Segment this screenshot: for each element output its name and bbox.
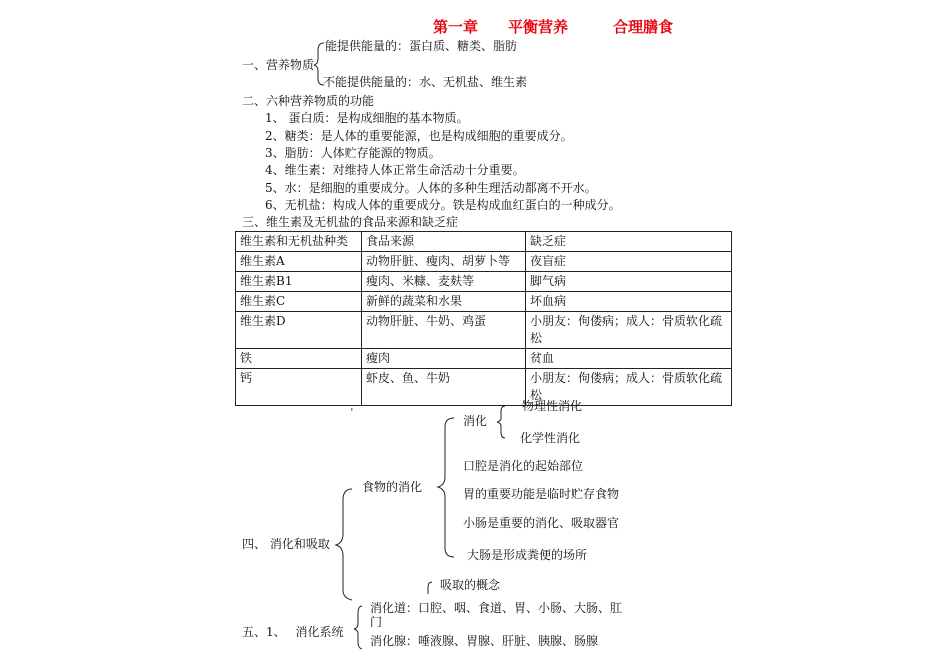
food-digestion-label: 食物的消化 xyxy=(362,480,423,494)
brace-icon xyxy=(354,606,362,649)
brace-icon xyxy=(438,418,454,557)
table-cell: 新鲜的蔬菜和水果 xyxy=(362,292,526,312)
table-cell: 维生素A xyxy=(236,252,362,272)
digestion-item: 口腔是消化的起始部位 xyxy=(463,459,584,473)
absorption-concept: 吸取的概念 xyxy=(440,578,501,592)
digestion-label: 消化 xyxy=(463,414,488,428)
table-cell: 动物肝脏、瘦肉、胡萝卜等 xyxy=(362,252,526,272)
digestive-tract: 消化道：口腔、咽、食道、胃、小肠、大肠、肛 xyxy=(370,601,623,615)
function-item: 4、维生素：对维持人体正常生命活动十分重要。 xyxy=(265,163,525,177)
section3-heading: 三、维生素及无机盐的食品来源和缺乏症 xyxy=(242,215,459,229)
table-cell: 钙 xyxy=(236,369,362,406)
table-cell: 虾皮、鱼、牛奶 xyxy=(362,369,526,406)
table-cell: 维生素C xyxy=(236,292,362,312)
digestion-item: 小肠是重要的消化、吸取器官 xyxy=(463,516,620,530)
table-cell: 维生素D xyxy=(236,312,362,349)
section4-label: 四、 消化和吸取 xyxy=(242,537,330,551)
function-item: 1、 蛋白质：是构成细胞的基本物质。 xyxy=(265,111,469,125)
brace-icon xyxy=(336,489,352,600)
brace-icon xyxy=(428,582,432,594)
table-cell: 瘦肉 xyxy=(362,349,526,369)
physical-digestion: 物理性消化 xyxy=(522,399,583,413)
chemical-digestion: 化学性消化 xyxy=(520,431,581,445)
table-cell: 小朋友：佝偻病；成人：骨质软化疏松 xyxy=(526,369,732,406)
table-header: 食品来源 xyxy=(362,232,526,252)
table-cell: 坏血病 xyxy=(526,292,732,312)
stray-mark xyxy=(351,408,353,411)
section1-energy: 能提供能量的：蛋白质、糖类、脂肪 xyxy=(325,39,518,53)
digestive-glands: 消化腺：唾液腺、胃腺、肝脏、胰腺、肠腺 xyxy=(370,634,599,648)
digestive-tract-cont: 门 xyxy=(370,615,383,629)
section1-label: 一、营养物质 xyxy=(242,58,315,72)
table-cell: 动物肝脏、牛奶、鸡蛋 xyxy=(362,312,526,349)
table-header: 维生素和无机盐种类 xyxy=(236,232,362,252)
table-cell: 瘦肉、米糠、麦麸等 xyxy=(362,272,526,292)
section2-heading: 二、六种营养物质的功能 xyxy=(242,94,375,108)
function-item: 6、无机盐：构成人体的重要成分。铁是构成血红蛋白的一种成分。 xyxy=(265,198,621,212)
table-cell: 维生素B1 xyxy=(236,272,362,292)
function-item: 3、脂肪：人体贮存能源的物质。 xyxy=(265,146,441,160)
section1-no-energy: 不能提供能量的：水、无机盐、维生素 xyxy=(323,75,528,89)
table-cell: 小朋友：佝偻病；成人：骨质软化疏松 xyxy=(526,312,732,349)
digestion-item: 大肠是形成粪便的场所 xyxy=(467,548,588,562)
table-cell: 脚气病 xyxy=(526,272,732,292)
function-item: 2、糖类：是人体的重要能源，也是构成细胞的重要成分。 xyxy=(265,129,573,143)
page-title: 第一章 平衡营养 合理膳食 xyxy=(433,18,674,36)
table-cell: 铁 xyxy=(236,349,362,369)
function-item: 5、水：是细胞的重要成分。人体的多种生理活动都离不开水。 xyxy=(265,181,597,195)
digestion-item: 胃的重要功能是临时贮存食物 xyxy=(463,487,620,501)
table-cell: 夜盲症 xyxy=(526,252,732,272)
brace-icon xyxy=(314,43,324,85)
table-cell: 贫血 xyxy=(526,349,732,369)
table-header: 缺乏症 xyxy=(526,232,732,252)
section5-label: 五、1、 消化系统 xyxy=(242,625,344,639)
brace-icon xyxy=(497,406,505,438)
